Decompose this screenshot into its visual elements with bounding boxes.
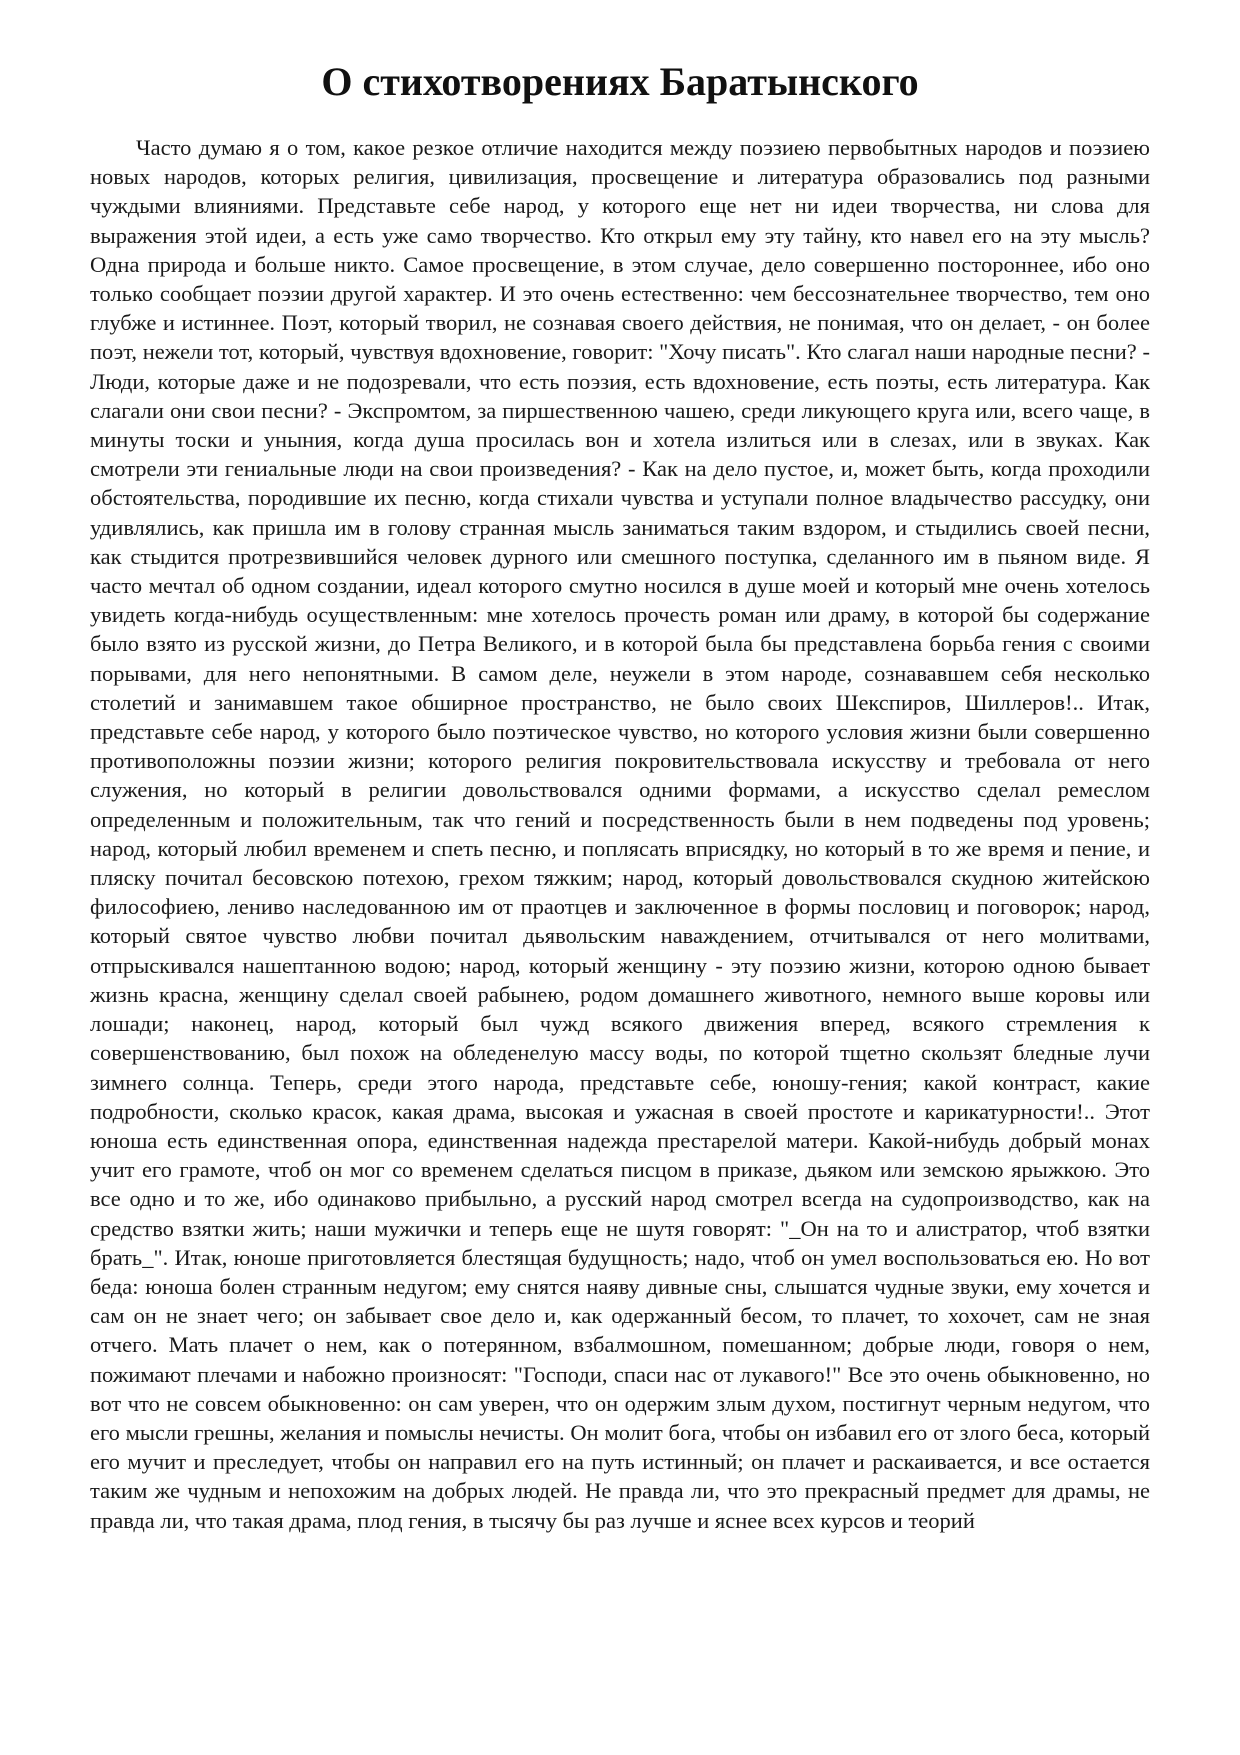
body-paragraph: Часто думаю я о том, какое резкое отличие находится между поэзиею первобытных народов и поэзиею новых народов, которых религия, цивилизация, просвещение и литература образовались под разными чуждыми влияниями. Представьте себе народ, у которого еще нет ни идеи творчества, ни слова для выражения этой идеи, а есть уже само творчество. Кто открыл ему эту тайну, кто навел его на эту мысль? Одна природа и больше никто. Самое просвещение, в этом случае, дело совершенно постороннее, ибо оно только сообщает поэзии другой характер. И это очень естественно: чем бессознательнее творчество, тем оно глубже и истиннее. Поэт, который творил, не сознавая своего действия, не понимая, что он делает, - он более поэт, нежели тот, который, чувствуя вдохновение, говорит: "Хочу писать". Кто слагал наши народные песни? - Люди, которые даже и не подозревали, что есть поэзия, есть вдохновение, есть поэты, есть литература. Как слагали они свои песни? - Экспромтом, за пиршественною чашею, среди ликующего круга или, всего чаще, в минуты тоски и уныния, когда душа просилась вон и хотела излиться или в слезах, или в звуках. Как смотрели эти гениальные люди на свои произведения? - Как на дело пустое, и, может быть, когда проходили обстоятельства, породившие их песню, когда стихали чувства и уступали полное владычество рассудку, они удивлялись, как пришла им в голову странная мысль заниматься таким вздором, и стыдились своей песни, как стыдится протрезвившийся человек дурного или смешного поступка, сделанного им в пьяном виде. Я часто мечтал об одном создании, идеал которого смутно носился в душе моей и который мне очень хотелось увидеть когда-нибудь осуществленным: мне хотелось прочесть роман или драму, в которой бы содержание было взято из русской жизни, до Петра Великого, и в которой была бы представлена борьба гения с своими порывами, для него непонятными. В самом деле, неужели в этом народе, сознававшем себя несколько столетий и занимавшем такое обширное пространство, не было своих Шекспиров, Шиллеров!.. Итак, представьте себе народ, у которого было поэтическое чувство, но которого условия жизни были совершенно противоположны поэзии жизни; которого религия покровительствовала искусству и требовала от него служения, но который в религии довольствовался одними формами, а искусство сделал ремеслом определенным и положительным, так что гений и посредственность были в нем подведены под уровень; народ, который любил временем и спеть песню, и поплясать вприсядку, но который в то же время и пение, и пляску почитал бесовскою потехою, грехом тяжким; народ, который довольствовался скудною житейскою философиею, лениво наследованною им от праотцев и заключенное в формы пословиц и поговорок; народ, который святое чувство любви почитал дьявольским наваждением, отчитывался от него молитвами, отпрыскивался нашептанною водою; народ, который женщину - эту поэзию жизни, которою одною бывает жизнь красна, женщину сделал своей рабынею, родом домашнего животного, немного выше коровы или лошади; наконец, народ, который был чужд всякого движения вперед, всякого стремления к совершенствованию, был похож на обледенелую массу воды, по которой тщетно скользят бледные лучи зимнего солнца. Теперь, среди этого народа, представьте себе, юношу-гения; какой контраст, какие подробности, сколько красок, какая драма, высокая и ужасная в своей простоте и карикатурности!.. Этот юноша есть единственная опора, единственная надежда престарелой матери. Какой-нибудь добрый монах учит его грамоте, чтоб он мог со временем сделаться писцом в приказе, дьяком или земскою ярыжкою. Это все одно и то же, ибо одинаково прибыльно, а русский народ смотрел всегда на судопроизводство, как на средство взятки жить; наши мужички и теперь еще не шутя говорят: "_Он на то и алистратор, чтоб взятки брать_". Итак, юноше приготовляется блестящая будущность; надо, чтоб он умел воспользоваться ею. Но вот беда: юноша болен странным недугом; ему снятся наяву дивные сны, слышатся чудные звуки, ему хочется и сам он не знает чего; он забывает свое дело и, как одержанный бесом, то плачет, то хохочет, сам не зная отчего. Мать плачет о нем, как о потерянном, взбалмошном, помешанном; добрые люди, говоря о нем, пожимают плечами и набожно произносят: "Господи, спаси нас от лукавого!" Все это очень обыкновенно, но вот что не совсем обыкновенно: он сам уверен, что он одержим злым духом, постигнут черным недугом, что его мысли грешны, желания и помыслы нечисты. Он молит бога, чтобы он избавил его от злого беса, который его мучит и преследует, чтобы он направил его на путь истинный; он плачет и раскаивается, и все остается таким же чудным и непохожим на добрых людей. Не правда ли, что это прекрасный предмет для драмы, не правда ли, что такая драма, плод гения, в тысячу бы раз лучше и яснее всех курсов и теорий — [90, 135, 1150, 1533]
page-title: О стихотворениях Баратынского — [321, 59, 919, 104]
